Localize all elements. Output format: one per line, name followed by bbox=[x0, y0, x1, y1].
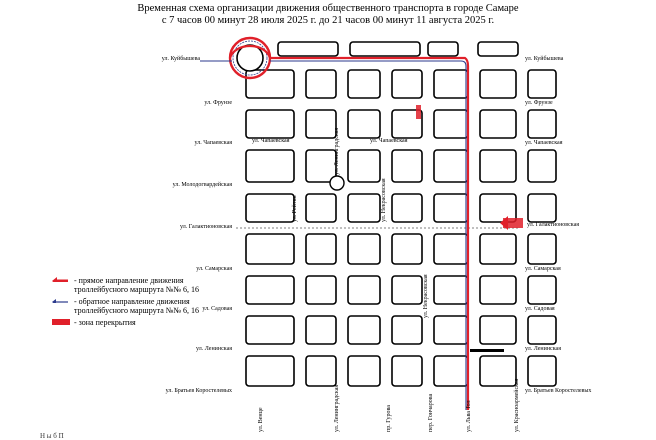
map-title-line1: Временная схема организации движения общественного транспорта в городе Самаре bbox=[137, 3, 519, 14]
street-label-sadovaya-left: ул. Садовая bbox=[202, 306, 232, 312]
street-label-galaktionovskaya-left: ул. Галактионовская bbox=[179, 224, 232, 230]
street-label-sadovaya-right: ул. Садовая bbox=[525, 306, 555, 312]
city-block bbox=[306, 70, 336, 98]
city-block bbox=[246, 70, 294, 98]
map-title-line2: с 7 часов 00 минут 28 июля 2025 г. до 21 часов 00 минут 11 августа 2025 г. bbox=[161, 15, 495, 26]
city-block bbox=[480, 70, 516, 98]
city-block bbox=[528, 70, 556, 98]
city-block bbox=[434, 70, 468, 98]
street-label-venc: ул. Венце bbox=[258, 407, 264, 432]
city-block bbox=[434, 276, 468, 304]
city-block bbox=[392, 234, 422, 264]
street-label-chapaevskaya-mid1: ул. Чапаевская bbox=[252, 138, 290, 144]
city-block bbox=[306, 234, 336, 264]
street-label-krasnoarm: ул. Красноармейская bbox=[514, 378, 520, 432]
city-block bbox=[348, 70, 380, 98]
street-label-nekrasovskaya2: ул. Некрасовская bbox=[423, 274, 429, 318]
city-block bbox=[434, 234, 468, 264]
city-block bbox=[306, 110, 336, 138]
city-block bbox=[348, 276, 380, 304]
legend-backward-text-1: - обратное направление движения bbox=[74, 297, 190, 306]
city-block bbox=[306, 316, 336, 344]
city-block bbox=[528, 234, 556, 264]
city-block bbox=[392, 276, 422, 304]
street-label-molodogvardeyskaya: ул. Молодогвардейская bbox=[172, 182, 232, 188]
street-label-kuybysheva-left: ул. Куйбышева bbox=[161, 56, 200, 62]
city-block bbox=[392, 316, 422, 344]
city-block bbox=[434, 110, 468, 138]
street-label-rennye: ул. Рейтки bbox=[292, 195, 298, 222]
city-block bbox=[246, 194, 294, 222]
legend-backward-text-2: троллейбусного маршрута №№ 6, 16 bbox=[74, 306, 200, 315]
city-block bbox=[348, 110, 380, 138]
city-block bbox=[528, 276, 556, 304]
closure-zone-frunze bbox=[416, 105, 421, 119]
city-block bbox=[528, 356, 556, 386]
city-block bbox=[306, 276, 336, 304]
city-block bbox=[434, 194, 468, 222]
city-block bbox=[528, 150, 556, 182]
city-block bbox=[528, 110, 556, 138]
street-label-galaktionovskaya-right: ул. Галактионовская bbox=[527, 222, 580, 228]
city-block bbox=[246, 316, 294, 344]
city-block bbox=[392, 150, 422, 182]
city-block bbox=[306, 356, 336, 386]
city-block bbox=[480, 356, 516, 386]
street-label-brat-korost-left: ул. Братьев Коростелевых bbox=[165, 388, 232, 394]
city-block bbox=[480, 276, 516, 304]
city-block bbox=[246, 234, 294, 264]
city-block bbox=[480, 234, 516, 264]
city-blocks bbox=[236, 42, 556, 386]
street-label-goncharova: пер. Гончарова bbox=[428, 393, 434, 432]
legend-forward-text-1: - прямое направление движения bbox=[74, 276, 184, 285]
legend-forward-text-2: троллейбусного маршрута №№ 6, 16 bbox=[74, 285, 200, 294]
city-block bbox=[528, 194, 556, 222]
city-block bbox=[306, 194, 336, 222]
street-label-kuybysheva-right: ул. Куйбышева bbox=[525, 56, 564, 62]
street-label-nekrasovskaya: ул. Некрасовская bbox=[381, 178, 387, 222]
legend-closure-swatch bbox=[52, 319, 70, 325]
city-block bbox=[434, 356, 468, 386]
city-block bbox=[348, 356, 380, 386]
backward-route-line bbox=[270, 61, 466, 410]
city-block bbox=[350, 42, 420, 56]
street-label-kalt: ул. Льва Тол bbox=[466, 400, 472, 432]
legend-forward-line2 bbox=[74, 285, 199, 294]
roundabout-molodogvardeyskaya bbox=[330, 176, 344, 190]
city-block bbox=[392, 70, 422, 98]
city-block bbox=[480, 316, 516, 344]
street-label-frunze-right: ул. Фрунзе bbox=[525, 100, 553, 106]
street-label-brat-korost-right: ул. Братьев Коростелевых bbox=[525, 388, 592, 394]
street-label-samarskaya-left: ул. Самарская bbox=[196, 266, 232, 272]
legend-backward-line2 bbox=[74, 306, 199, 315]
street-label-samarskaya-right: ул. Самарская bbox=[525, 266, 561, 272]
street-label-chapaevskaya-right: ул. Чапаевская bbox=[525, 140, 563, 146]
city-block bbox=[392, 194, 422, 222]
city-block bbox=[348, 194, 380, 222]
city-block bbox=[480, 194, 516, 222]
city-block bbox=[246, 150, 294, 182]
street-label-leninskaya-right: ул. Ленинская bbox=[525, 346, 561, 352]
city-block bbox=[348, 150, 380, 182]
city-block bbox=[348, 234, 380, 264]
city-block bbox=[480, 110, 516, 138]
legend-backward-arrow-icon bbox=[52, 298, 68, 303]
street-label-leninskaya-left: ул. Ленинская bbox=[196, 346, 232, 352]
street-label-leningradskaya-bottom: ул. Ленинградская bbox=[334, 384, 340, 432]
city-block bbox=[246, 356, 294, 386]
city-block bbox=[428, 42, 458, 56]
city-block bbox=[246, 110, 294, 138]
street-label-chapaevskaya-left: ул. Чапаевская bbox=[194, 140, 232, 146]
city-block bbox=[348, 316, 380, 344]
closure-zone-leninskaya bbox=[470, 349, 504, 352]
city-block bbox=[392, 356, 422, 386]
city-block bbox=[306, 150, 336, 182]
footer-note: Н ы б П bbox=[40, 432, 64, 440]
city-block bbox=[528, 316, 556, 344]
city-block bbox=[434, 316, 468, 344]
city-block bbox=[478, 42, 518, 56]
street-label-frunze-left: ул. Фрунзе bbox=[204, 100, 232, 106]
roundabout-kuybysheva bbox=[230, 38, 270, 78]
city-block bbox=[278, 42, 338, 56]
legend-closure-text: - зона перекрытия bbox=[74, 318, 136, 327]
legend-forward-arrow-icon bbox=[52, 277, 68, 282]
street-label-pionerskaya: пр. Гурова bbox=[386, 405, 392, 432]
city-block bbox=[480, 150, 516, 182]
city-block bbox=[246, 276, 294, 304]
street-label-leningradskaya-top: ул. Ленинградская bbox=[334, 127, 340, 175]
city-block bbox=[434, 150, 468, 182]
street-label-chapaevskaya-mid2: ул. Чапаевская bbox=[370, 138, 408, 144]
